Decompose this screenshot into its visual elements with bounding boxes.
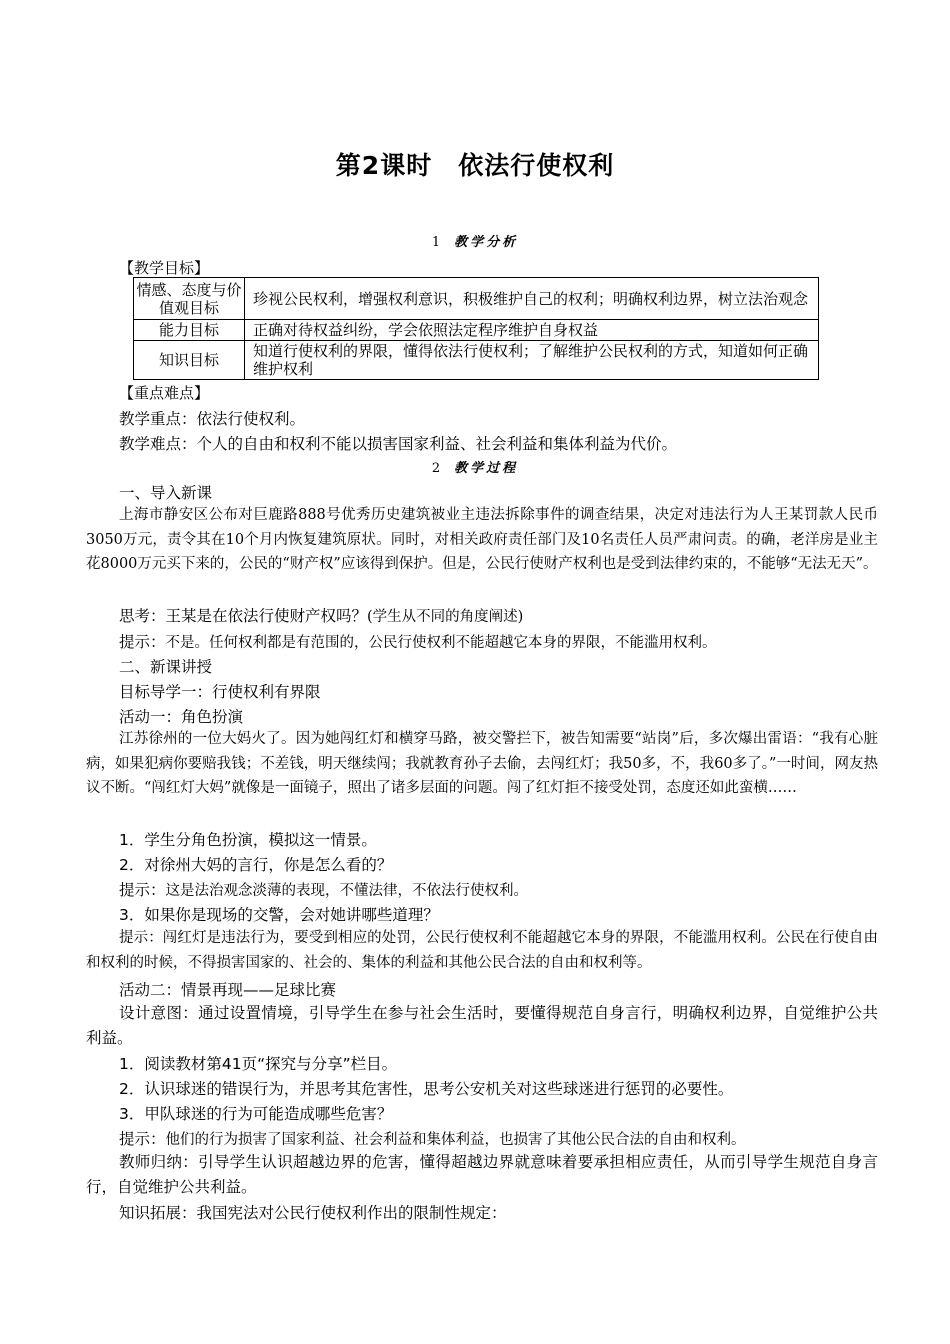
hint-label: 提示： <box>119 1130 166 1148</box>
difficult-point: 教学难点：个人的自由和权利不能以损害国家利益、社会利益和集体利益为代价。 <box>119 435 678 453</box>
think-label: 思考：王某是在依法行使财产权吗？ <box>119 607 368 625</box>
hint-label: 提示： <box>119 633 166 651</box>
question-4: 1．阅读教材第41页“探究与分享”栏目。 <box>119 1055 398 1073</box>
goals-heading: 【教学目标】 <box>119 259 210 277</box>
section-heading-process <box>0 457 950 476</box>
hint-line-4 <box>119 1127 879 1149</box>
section-title: 教学过程 <box>454 461 519 476</box>
goal-value: 珍视公民权利，增强权利意识，积极维护自己的权利；明确权利边界，树立法治观念 <box>245 278 819 320</box>
question-6: 3．甲队球迷的行为可能造成哪些危害？ <box>119 1105 393 1123</box>
section-title: 教学分析 <box>454 235 519 250</box>
design-intent-paragraph: 设计意图：通过设置情境，引导学生在参与社会生活时，要懂得规范自身言行，明确权利边界，自觉维护公共利益。 <box>86 1004 878 1047</box>
section-number: 2 <box>431 461 441 476</box>
goal-key: 能力目标 <box>134 320 245 341</box>
question-5: 2．认识球迷的错误行为，并思考其危害性，思考公安机关对这些球迷进行惩罚的必要性。 <box>119 1080 734 1098</box>
hint-paragraph-3: 提示：闯红灯是违法行为，要受到相应的处罚，公民行使权利不能超越它本身的界限，不能滥用权利。公民在行使自由和权利的时候，不得损害国家的、社会的、集体的利益和其他公民合法的自由和权利等。 <box>86 930 878 971</box>
activity-2-heading: 活动二：情景再现——足球比赛 <box>119 981 337 999</box>
goal-key: 情感、态度与价值观目标 <box>134 278 245 320</box>
hint-text: 不是。任何权利都是有范围的，公民行使权利不能超越它本身的界限，不能滥用权利。 <box>165 635 717 651</box>
goal-guide-1: 目标导学一：行使权利有界限 <box>119 683 321 701</box>
knowledge-extension: 知识拓展：我国宪法对公民行使权利作出的限制性规定： <box>119 1204 507 1222</box>
activity-1-heading: 活动一：角色扮演 <box>119 708 244 726</box>
think-note: (学生从不同的角度阐述) <box>367 609 524 625</box>
section-heading-analysis <box>0 231 950 250</box>
goal-value: 知道行使权利的界限，懂得依法行使权利；了解维护公民权利的方式，知道如何正确维护权利 <box>245 341 819 380</box>
hint-line-1 <box>119 630 879 652</box>
table-row <box>134 341 819 380</box>
part2-heading: 二、新课讲授 <box>119 658 213 676</box>
story-paragraph: 江苏徐州的一位大妈火了。因为她闯红灯和横穿马路，被交警拦下，被告知需要“站岗”后，多次爆出雷语：“我有心脏病，如果犯病你要赔我钱；不差钱，明天继续闯；我就教育孙子去偷，去闯红灯；我50多，不，我60多了。”一时间，网友热议不断。“闯红灯大妈”就像是一面镜子，照出了诸多层面的问题。闯了红灯拒不接受处罚，态度还如此蛮横…… <box>86 731 878 796</box>
goals-table <box>133 277 819 380</box>
teacher-summary-paragraph: 教师归纳：引导学生认识超越边界的危害，懂得超越边界就意味着要承担相应责任，从而引导学生规范自身言行，自觉维护公共利益。 <box>86 1153 878 1196</box>
hint-text: 他们的行为损害了国家利益、社会利益和集体利益，也损害了其他公民合法的自由和权利。 <box>165 1132 746 1148</box>
key-points-heading: 【重点难点】 <box>119 384 210 402</box>
intro-paragraph: 上海市静安区公布对巨鹿路888号优秀历史建筑被业主违法拆除事件的调查结果，决定对违法行为人王某罚款人民币3050万元，责令其在10个月内恢复建筑原状。同时，对相关政府责任部门及10名责任人员严肃问责。的确，老洋房是业主花8000万元买下来的，公民的“财产权”应该得到保护。但是，公民行使财产权利也是受到法律约束的，不能够“无法无天”。 <box>86 507 878 572</box>
question-2: 2．对徐州大妈的言行，你是怎么看的？ <box>119 856 393 874</box>
lesson-title: 第2课时 依法行使权利 <box>335 151 615 180</box>
goal-key: 知识目标 <box>134 341 245 380</box>
section-number: 1 <box>431 235 441 250</box>
question-3: 3．如果你是现场的交警，会对她讲哪些道理？ <box>119 906 439 924</box>
think-question <box>119 604 879 626</box>
hint-line-2 <box>119 878 879 900</box>
key-point: 教学重点：依法行使权利。 <box>119 410 306 428</box>
part1-heading: 一、导入新课 <box>119 484 213 502</box>
goal-value: 正确对待权益纠纷，学会依照法定程序维护自身权益 <box>245 320 819 341</box>
hint-label: 提示： <box>119 881 166 899</box>
table-row <box>134 320 819 341</box>
table-row <box>134 278 819 320</box>
hint-text: 这是法治观念淡薄的表现，不懂法律，不依法行使权利。 <box>165 883 529 899</box>
question-1: 1．学生分角色扮演，模拟这一情景。 <box>119 831 377 849</box>
